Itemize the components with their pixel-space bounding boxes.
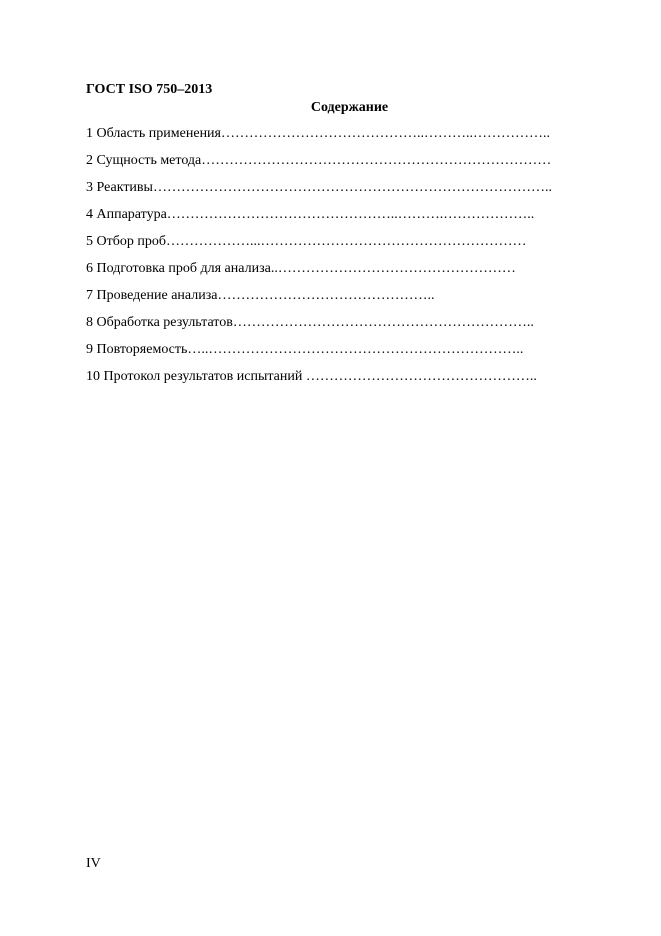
- toc-entry-1: 1 Область применения……………………………………..………..……………..: [86, 126, 550, 141]
- toc-entry-9: 9 Повторяемость…..…………………………………………………………..: [86, 342, 524, 357]
- standard-code-header: ГОСТ ISO 750–2013: [86, 82, 213, 97]
- toc-entry-2: 2 Сущность метода…………………………………………………………………: [86, 153, 552, 168]
- toc-entry-7: 7 Проведение анализа………………………………………..: [86, 288, 435, 303]
- table-of-contents: [86, 124, 596, 394]
- toc-entry-3: 3 Реактивы…………………………………………………………………………..: [86, 180, 552, 195]
- toc-entry-6: 6 Подготовка проб для анализа..……………………………………………: [86, 261, 516, 276]
- page-number: IV: [86, 856, 101, 871]
- toc-title: Содержание: [310, 100, 389, 115]
- toc-entry-10: 10 Протокол результатов испытаний …………………………………………..: [86, 369, 537, 384]
- toc-entry-5: 5 Отбор проб………………...…………………………………………………: [86, 234, 527, 249]
- toc-entry-8: 8 Обработка результатов………………………………………………………..: [86, 315, 534, 330]
- toc-entry-4: 4 Аппаратура…………………………………………..……….………………..: [86, 207, 535, 222]
